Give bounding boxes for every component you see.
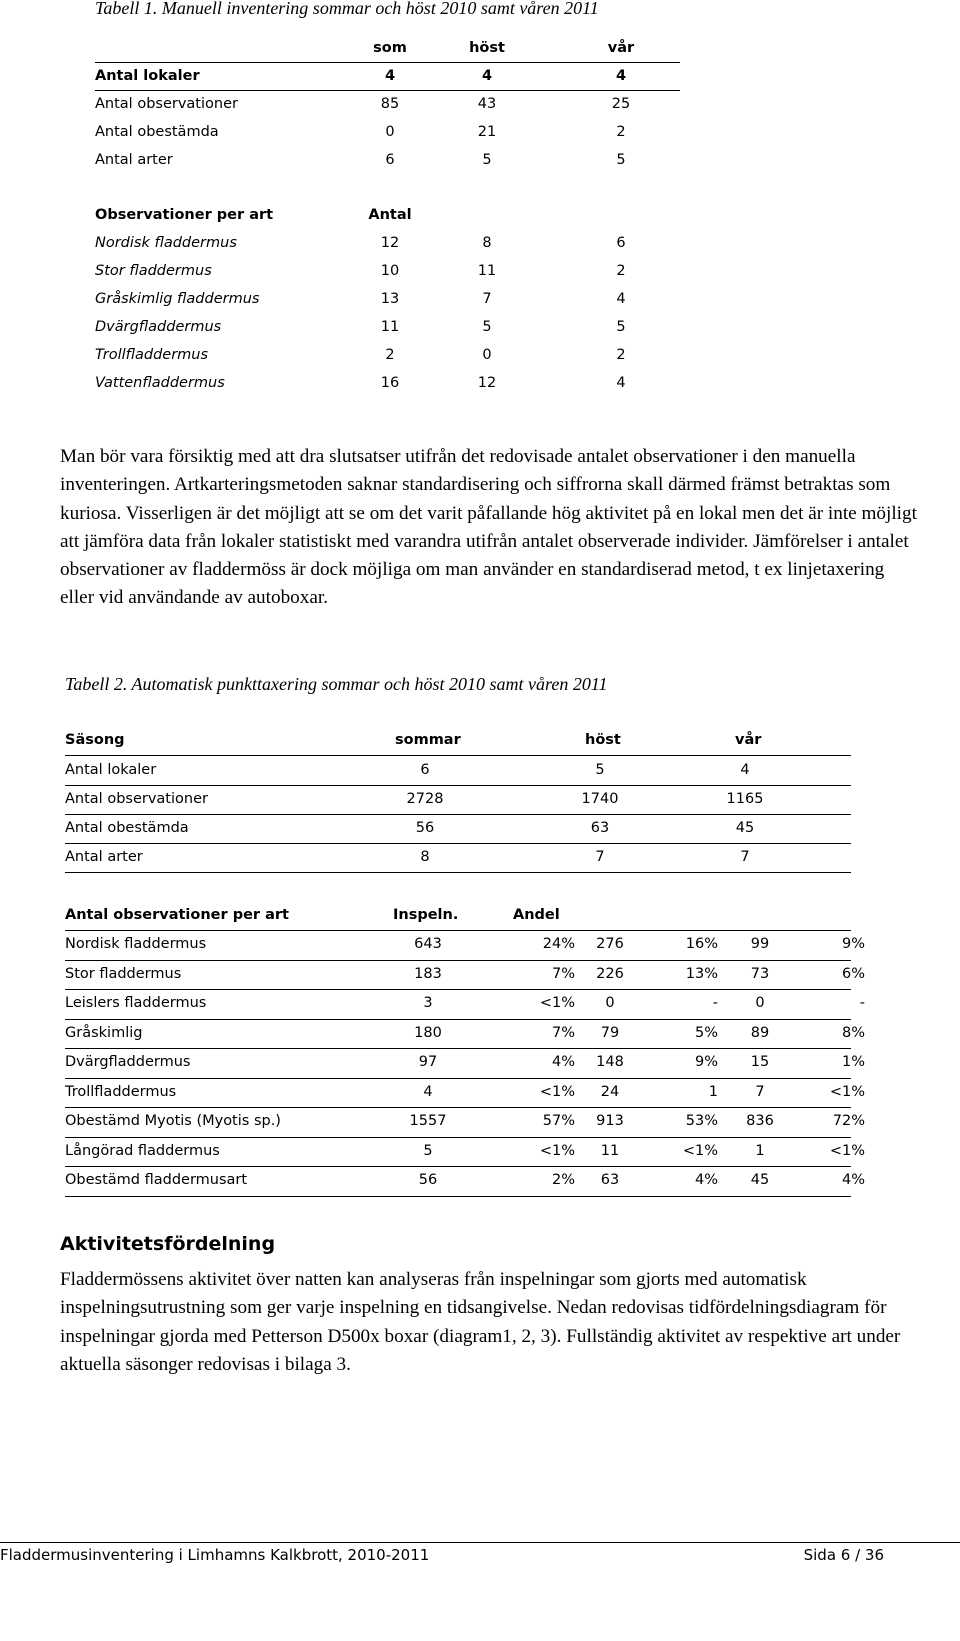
table-row (95, 315, 680, 343)
row-label: Nordisk fladdermus (65, 936, 207, 952)
cell: 10 (380, 263, 400, 279)
cell: 1 (708, 1083, 718, 1100)
footer-title: Fladdermusinventering i Limhamns Kalkbrott, 2010-2011 (0, 1546, 430, 1564)
cell: 43 (477, 96, 497, 112)
table2-rule (65, 785, 851, 786)
cell: 79 (600, 1024, 620, 1041)
table2-header-row (65, 728, 855, 757)
cell: 3 (423, 995, 433, 1011)
page-number: Sida 6 / 36 (803, 1546, 884, 1564)
header-cell: Säsong (65, 732, 125, 748)
cell: 56 (418, 1172, 438, 1188)
table-row (65, 845, 855, 874)
cell: 8% (841, 1024, 865, 1041)
table2-rule (65, 960, 851, 961)
table-row (65, 1139, 865, 1168)
cell: 25 (611, 96, 631, 112)
body-paragraph: Fladdermössens aktivitet över natten kan analyseras från inspelningar som gjorts med automatisk inspelningsutrustning som ger varje inspelning en tidsangivelse. Nedan redovisas tidfördelningsdiagram för inspelningar gjorda med Petterson D500x boxar (diagram1, 2, 3). Fullständig aktivitet av respektive art under aktuella säsonger redovisas i bilaga 3. (60, 1269, 901, 1375)
cell: 7 (595, 849, 605, 865)
table-row (65, 787, 855, 816)
cell: 11 (477, 263, 497, 279)
cell: 63 (590, 820, 610, 836)
row-label: Dvärgfladdermus (65, 1054, 191, 1070)
table1-header-row (95, 36, 680, 64)
row-label: Antal arter (65, 849, 143, 865)
table2-caption: Tabell 2. Automatisk punkttaxering sommar och höst 2010 samt våren 2011 (65, 674, 608, 694)
table1-rule (95, 90, 680, 91)
table2-rule (65, 1166, 851, 1167)
table2-rule (65, 1048, 851, 1049)
table2-rule (65, 1137, 851, 1138)
cell: 2 (385, 347, 395, 363)
cell: 5% (694, 1024, 718, 1041)
cell: 180 (414, 1024, 442, 1041)
table-row (95, 371, 680, 399)
cell: 2728 (406, 791, 444, 807)
body-paragraph: Man bör vara försiktig med att dra slutsatser utifrån det redovisade antalet observationer i den manuella inventeringen. Artkarteringsmetoden saknar standardisering och siffrorna skall därmed främst betraktas som kuriosa. Visserligen är det möjligt att se om det varit påfallande hög aktivitet på en lokal men det är inte möjligt att jämföra data från lokaler statistiskt med varandra utifrån antalet observerade individer. Jämförelser i antalet observationer av fladdermöss är dock möjliga om man använder en standardiserad metod, t ex linjetaxering eller vid användande av autoboxar. (60, 446, 917, 609)
cell: 4 (740, 762, 750, 778)
cell: 99 (750, 936, 770, 952)
cell: 1% (841, 1054, 865, 1070)
cell: 2% (551, 1172, 575, 1188)
row-label: Antal arter (95, 152, 173, 168)
table2-rule (65, 989, 851, 990)
table2-rule (65, 930, 851, 931)
row-label: Stor fladdermus (95, 263, 212, 279)
cell: <1% (682, 1142, 718, 1159)
cell: 0 (605, 995, 615, 1011)
table-row (65, 962, 865, 991)
table-row (65, 758, 855, 787)
table-row (65, 932, 865, 961)
cell: 5 (616, 152, 626, 168)
table2-rule (65, 1107, 851, 1108)
section-heading: Aktivitetsfördelning (60, 1233, 276, 1255)
cell: 0 (482, 347, 492, 363)
header-cell: höst (585, 732, 621, 748)
cell: <1% (829, 1142, 865, 1159)
cell: 4 (423, 1083, 433, 1100)
cell: 1557 (409, 1113, 447, 1129)
cell: 53% (685, 1113, 718, 1129)
cell: 226 (596, 965, 624, 982)
cell: 16 (380, 375, 400, 391)
table1-rule (95, 62, 680, 63)
table-row (95, 92, 680, 120)
cell: 12 (477, 375, 497, 391)
cell: 72% (832, 1113, 865, 1129)
cell: 4% (841, 1172, 865, 1188)
cell: 183 (414, 965, 442, 982)
cell: 57% (542, 1113, 575, 1129)
row-label: Antal lokaler (95, 68, 200, 84)
row-label: Trollfladdermus (95, 347, 209, 363)
table-row (65, 816, 855, 845)
cell: 8 (482, 235, 492, 251)
cell: 56 (415, 820, 435, 836)
cell: 13 (380, 291, 400, 307)
header-cell: Andel (513, 907, 560, 923)
row-label: Antal obestämda (65, 820, 189, 836)
cell: 4 (481, 68, 493, 84)
cell: 9% (841, 936, 865, 952)
cell: 6 (616, 235, 626, 251)
header-cell: sommar (395, 732, 461, 748)
cell: 24 (600, 1083, 620, 1100)
table2-rule (65, 1019, 851, 1020)
table-row (65, 1109, 865, 1138)
table2-rule (65, 814, 851, 815)
cell: 0 (755, 995, 765, 1011)
row-label: Nordisk fladdermus (95, 235, 237, 251)
cell: 16% (685, 936, 718, 952)
cell: 6 (420, 762, 430, 778)
cell: 45 (735, 820, 755, 836)
table1-col-som: som (373, 40, 407, 56)
cell: 6 (385, 152, 395, 168)
cell: Antal (368, 207, 412, 223)
cell: 7 (482, 291, 492, 307)
cell: 11 (600, 1142, 620, 1159)
cell: 7 (755, 1083, 765, 1100)
table-row (65, 1050, 865, 1079)
cell: 148 (596, 1054, 624, 1070)
row-label: Leislers fladdermus (65, 995, 207, 1011)
row-label: Obestämd fladdermusart (65, 1172, 248, 1188)
cell: 4 (616, 291, 626, 307)
cell: 0 (385, 124, 395, 140)
table-row (95, 259, 680, 287)
cell: 11 (380, 319, 400, 335)
cell: 45 (750, 1172, 770, 1188)
cell: <1% (539, 1142, 575, 1159)
cell: <1% (539, 995, 575, 1011)
table2-rule (65, 1078, 851, 1079)
table-row (65, 1021, 865, 1050)
cell: 4% (551, 1054, 575, 1070)
cell: 12 (380, 235, 400, 251)
cell: 1740 (581, 791, 619, 807)
row-label: Trollfladdermus (65, 1083, 177, 1100)
cell: 4% (694, 1172, 718, 1188)
cell: 4 (616, 375, 626, 391)
table-row (65, 1080, 865, 1109)
row-label: Antal observationer (95, 96, 238, 112)
cell: 7 (740, 849, 750, 865)
cell: 1165 (726, 791, 764, 807)
table1-species-header (95, 203, 680, 231)
table-row (95, 287, 680, 315)
cell: - (712, 995, 718, 1011)
table2-rule (65, 872, 851, 873)
table-row (95, 231, 680, 259)
row-label: Gråskimlig (65, 1024, 143, 1041)
row-label: Dvärgfladdermus (95, 319, 222, 335)
table1-col-var: vår (607, 40, 635, 56)
cell: 1 (755, 1142, 765, 1159)
row-label: Stor fladdermus (65, 965, 182, 982)
cell: 24% (542, 936, 575, 952)
cell: 5 (423, 1142, 433, 1159)
cell: 643 (414, 936, 442, 952)
cell: <1% (829, 1083, 865, 1100)
table-row (95, 343, 680, 371)
cell: 9% (694, 1054, 718, 1070)
cell: 6% (841, 965, 865, 982)
table1-col-host: höst (469, 40, 505, 56)
cell: 89 (750, 1024, 770, 1041)
header-cell: Inspeln. (393, 907, 459, 923)
cell: 63 (600, 1172, 620, 1188)
cell: 13% (685, 965, 718, 982)
cell: - (859, 995, 865, 1011)
cell: 276 (596, 936, 624, 952)
cell: 8 (420, 849, 430, 865)
cell: 2 (616, 263, 626, 279)
table1-caption: Tabell 1. Manuell inventering sommar och höst 2010 samt våren 2011 (95, 0, 599, 18)
cell: 913 (596, 1113, 624, 1129)
row-label: Långörad fladdermus (65, 1142, 220, 1159)
cell: 4 (384, 68, 396, 84)
table-row (95, 148, 680, 176)
cell: 97 (418, 1054, 438, 1070)
row-label: Antal observationer (65, 791, 208, 807)
cell: 7% (551, 965, 575, 982)
table2-rule (65, 843, 851, 844)
cell: 5 (482, 152, 492, 168)
header-cell: vår (735, 732, 762, 748)
table-row (95, 64, 680, 92)
table-row (65, 991, 865, 1020)
cell: 7% (551, 1024, 575, 1041)
cell: <1% (539, 1083, 575, 1100)
table2-species-header (65, 903, 855, 932)
cell: 21 (477, 124, 497, 140)
row-label: Vattenfladdermus (95, 375, 225, 391)
row-label: Antal lokaler (65, 762, 157, 778)
row-label: Gråskimlig fladdermus (95, 291, 260, 307)
cell: 2 (616, 347, 626, 363)
cell: 73 (750, 965, 770, 982)
cell: 2 (616, 124, 626, 140)
header-cell: Antal observationer per art (65, 907, 289, 923)
table-row (95, 120, 680, 148)
cell: 5 (616, 319, 626, 335)
row-label: Observationer per art (95, 207, 274, 223)
table2-rule (65, 1196, 851, 1197)
row-label: Obestämd Myotis (Myotis sp.) (65, 1113, 281, 1129)
cell: 4 (615, 68, 627, 84)
cell: 85 (380, 96, 400, 112)
cell: 5 (482, 319, 492, 335)
row-label: Antal obestämda (95, 124, 219, 140)
table2-rule (65, 755, 851, 756)
cell: 836 (746, 1113, 774, 1129)
table-row (65, 1168, 865, 1197)
cell: 15 (750, 1054, 770, 1070)
footer-rule (0, 1542, 960, 1543)
cell: 5 (595, 762, 605, 778)
